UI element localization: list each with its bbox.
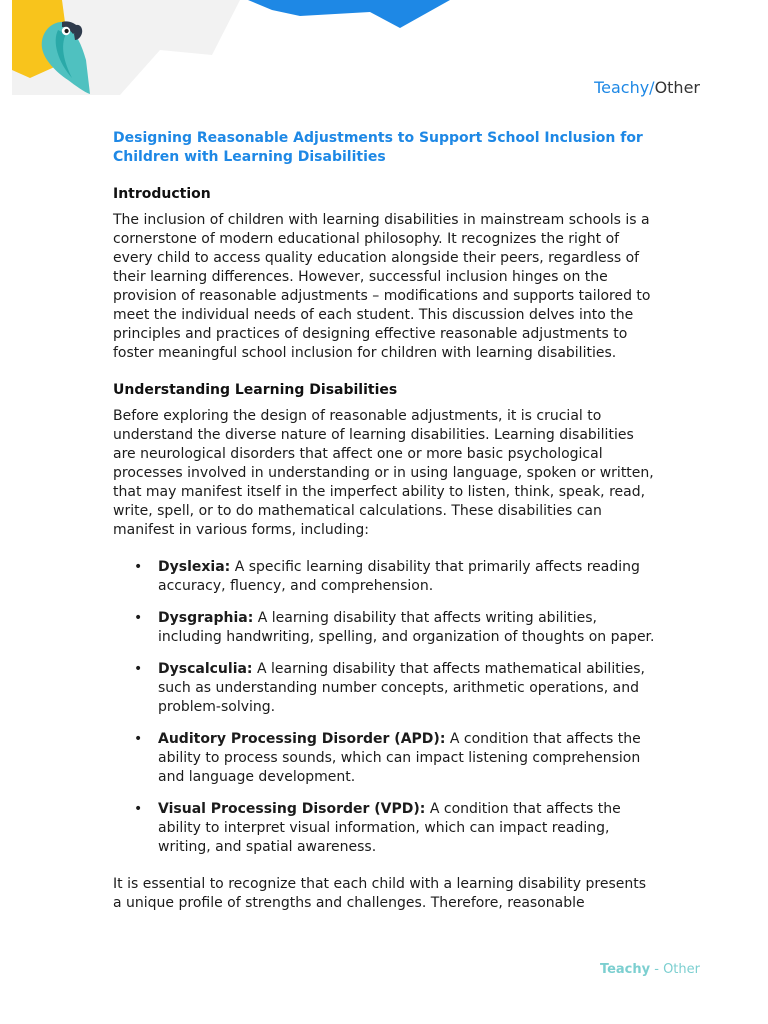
list-item-text: A condition that affects the ability to process sounds, which can impact listening comprehension and language development. (158, 731, 641, 785)
header-brand-name: Teachy (594, 78, 650, 97)
list-item-term: Dyslexia: (158, 559, 231, 575)
list-item (113, 660, 658, 717)
list-item (113, 609, 658, 647)
list-item (113, 800, 658, 857)
header-brand[interactable] (594, 78, 700, 98)
footer-brand-separator: - (650, 962, 664, 977)
header-brand-category: Other (654, 78, 700, 97)
closing-paragraph: It is essential to recognize that each child with a learning disability presents a unique profile of strengths and challenges. Therefore, reasonable (113, 876, 647, 911)
bullet-icon: • (134, 661, 143, 677)
bullet-icon: • (134, 801, 143, 817)
document-body (113, 129, 658, 931)
list-item (113, 558, 658, 596)
footer-brand-name: Teachy (599, 962, 651, 977)
bullet-icon: • (134, 610, 143, 626)
list-item-term: Dysgraphia: (158, 610, 254, 626)
footer-brand[interactable] (600, 961, 700, 978)
list-item-text: A learning disability that affects writing abilities, including handwriting, spelling, and organization of thoughts on paper. (158, 610, 655, 645)
list-item-text: A specific learning disability that primarily affects reading accuracy, fluency, and comprehension. (158, 559, 640, 594)
section-paragraph-introduction: The inclusion of children with learning disabilities in mainstream schools is a cornerstone of modern educational philosophy. It recognizes the right of every child to access quality education alongside their peers, regardless of their learning differences. However, successful inclusion hinges on the provision of reasonable adjustments – modifications and supports tailored to meet the individual needs of each student. This discussion delves into the principles and practices of designing effective reasonable adjustments to foster meaningful school inclusion for children with learning disabilities. (113, 212, 651, 361)
bullet-icon: • (134, 559, 143, 575)
list-item-term: Auditory Processing Disorder (APD): (158, 731, 446, 747)
footer-brand-category: Other (663, 962, 700, 977)
section-heading-introduction: Introduction (113, 186, 211, 202)
section-paragraph-understanding: Before exploring the design of reasonable adjustments, it is crucial to understand the diverse nature of learning disabilities. Learning disabilities are neurological disorders that affect one or more basic psychological processes involved in understanding or in using language, spoken or written, that may manifest itself in the imperfect ability to listen, think, speak, read, write, spell, or to do mathematical calculations. These disabilities can manifest in various forms, including: (113, 408, 654, 538)
list-item-text: A condition that affects the ability to interpret visual information, which can impact reading, writing, and spatial awareness. (158, 801, 621, 855)
list-item-term: Visual Processing Disorder (VPD): (158, 801, 426, 817)
blue-shape (248, 0, 450, 28)
bullet-icon: • (134, 731, 143, 747)
document-title: Designing Reasonable Adjustments to Support School Inclusion for Children with Learning Disabilities (113, 130, 643, 165)
list-item (113, 730, 658, 787)
disability-list (113, 558, 658, 857)
list-item-term: Dyscalculia: (158, 661, 253, 677)
section-heading-understanding: Understanding Learning Disabilities (113, 382, 398, 398)
list-item-text: A learning disability that affects mathematical abilities, such as understanding number concepts, arithmetic operations, and problem-solving. (158, 661, 645, 715)
header-brand-separator: / (649, 78, 655, 97)
